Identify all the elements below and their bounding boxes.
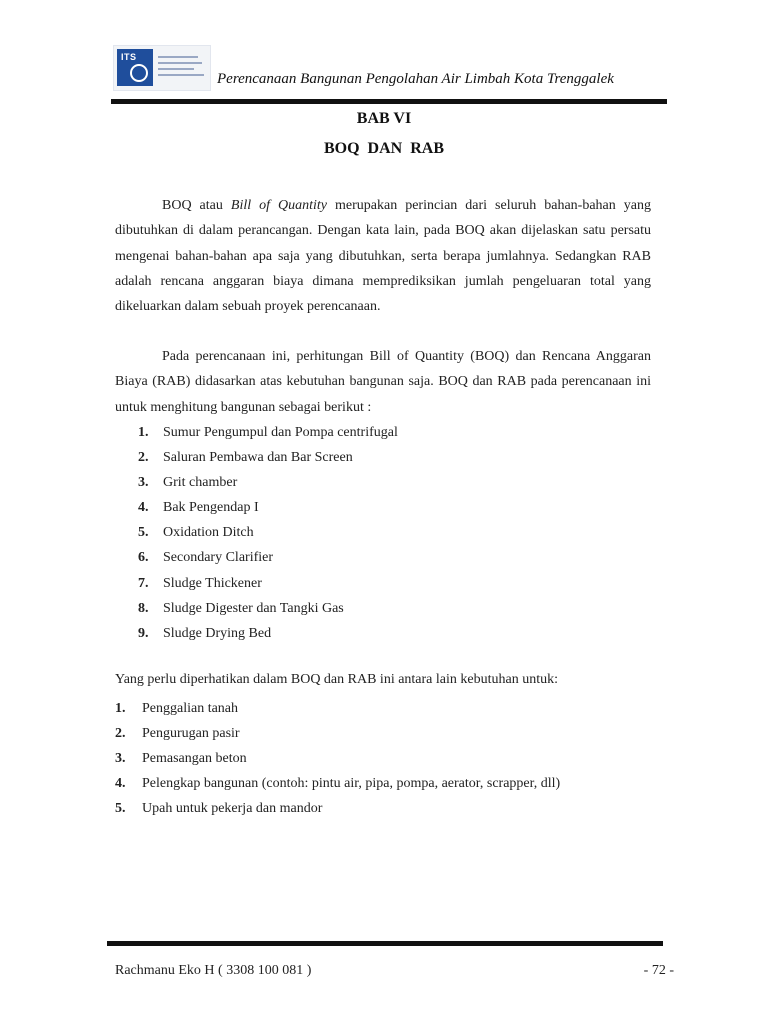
paragraph-1-rest: merupakan perincian dari seluruh bahan-bahan yang dibutuhkan di dalam perancangan. Dengan kata lain, pada BOQ akan dijelaskan satu persatu mengenai bahan-bahan apa saja yang dibutuhkan, serta berapa jumlahnya. Sedangkan RAB adalah rencana anggaran biaya dimana memprediksikan jumlah pengeluaran total yang dikeluarkan dalam sebuah proyek perencanaan. xyxy=(115,198,651,315)
chapter-title: BOQ DAN RAB xyxy=(323,140,444,157)
list-item-text: Sludge Drying Bed xyxy=(163,625,272,641)
needs-intro: Yang perlu diperhatikan dalam BOQ dan RAB ini antara lain kebutuhan untuk: xyxy=(115,672,558,687)
its-seal-icon xyxy=(130,64,148,82)
running-header-title: Perencanaan Bangunan Pengolahan Air Limbah Kota Trenggalek xyxy=(217,71,614,87)
paragraph-boq-definition xyxy=(115,193,651,319)
list-item-text: Upah untuk pekerja dan mandor xyxy=(142,801,323,817)
footer-rule xyxy=(107,941,663,946)
bill-of-quantity-term: Bill of Quantity xyxy=(230,198,327,213)
list-item-number: 6. xyxy=(138,550,149,566)
list-item-text: Pemasangan beton xyxy=(142,751,247,767)
list-item-number: 4. xyxy=(115,776,126,792)
list-item-text: Saluran Pembawa dan Bar Screen xyxy=(163,450,353,466)
logo-institution-lines xyxy=(158,56,204,80)
its-logo-text: ITS xyxy=(121,52,137,62)
footer-author: Rachmanu Eko H ( 3308 100 081 ) xyxy=(115,963,312,978)
list-item-number: 5. xyxy=(115,801,126,817)
list-item-text: Penggalian tanah xyxy=(142,701,239,716)
paragraph-scope: Pada perencanaan ini, perhitungan Bill of Quantity (BOQ) dan Rencana Anggaran Biaya (RAB) didasarkan atas kebutuhan bangunan saja. BOQ dan RAB pada perencanaan ini untuk menghitung bangunan sebagai berikut : xyxy=(115,349,651,415)
list-item-text: Pengurugan pasir xyxy=(142,726,240,742)
list-item-number: 7. xyxy=(138,575,149,591)
list-item-text: Sludge Digester dan Tangki Gas xyxy=(163,600,344,616)
list-item-number: 4. xyxy=(138,500,149,516)
its-logo-mark xyxy=(117,49,153,86)
list-item-number: 9. xyxy=(138,625,149,641)
list-item-number: 2. xyxy=(138,450,149,466)
header-rule xyxy=(111,99,667,104)
paragraph-1-lead: BOQ atau xyxy=(162,198,231,213)
chapter-number: BAB VI xyxy=(356,110,412,127)
list-item-text: Sumur Pengumpul dan Pompa centrifugal xyxy=(163,425,398,440)
list-item-number: 2. xyxy=(115,726,126,742)
list-item-text: Grit chamber xyxy=(163,475,238,491)
list-item-text: Bak Pengendap I xyxy=(163,500,259,516)
list-item-number: 3. xyxy=(115,751,126,767)
list-item-number: 8. xyxy=(138,600,149,616)
list-item-text: Secondary Clarifier xyxy=(163,550,274,566)
page-number: - 72 - xyxy=(643,963,674,978)
list-item-number: 3. xyxy=(138,475,149,491)
list-item-number: 5. xyxy=(138,525,149,541)
its-logo xyxy=(113,45,211,91)
list-item-text: Oxidation Ditch xyxy=(163,525,254,541)
list-item-number: 1. xyxy=(138,425,149,440)
list-item-text: Pelengkap bangunan (contoh: pintu air, pipa, pompa, aerator, scrapper, dll) xyxy=(142,776,561,792)
list-item-number: 1. xyxy=(115,701,126,716)
list-item-text: Sludge Thickener xyxy=(163,575,262,591)
